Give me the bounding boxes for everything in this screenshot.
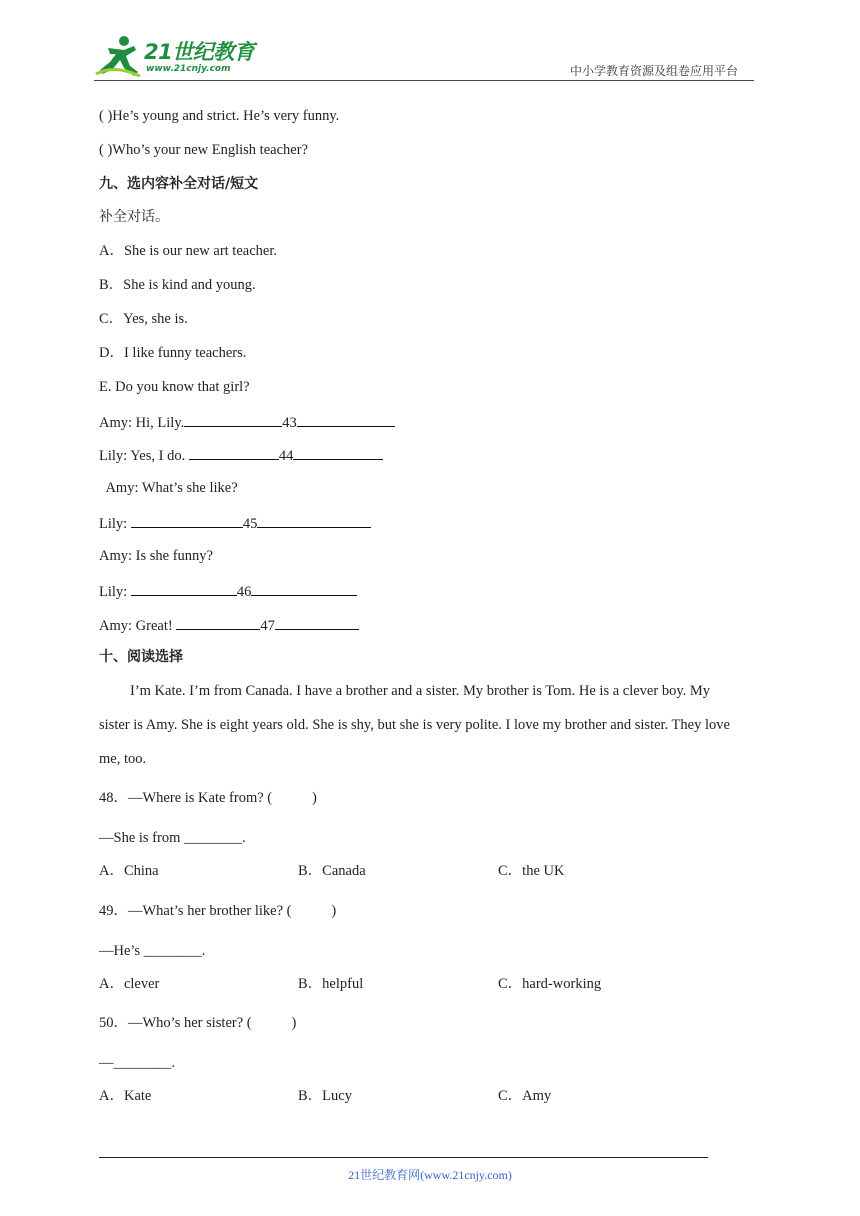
header-platform-text: 中小学教育资源及组卷应用平台 [570, 64, 739, 78]
answer-blank[interactable] [275, 615, 359, 630]
passage-line-3: me, too. [99, 751, 147, 767]
dialog-speaker-text: Amy: Hi, Lily. [99, 415, 185, 431]
answer-blank[interactable] [131, 581, 237, 596]
blank-number: 43 [282, 415, 297, 431]
runner-logo-icon [94, 34, 142, 78]
dialog-line-43 [99, 412, 395, 432]
footer-site-link[interactable]: 21世纪教育网(www.21cnjy.com) [348, 1168, 512, 1182]
footer-divider [99, 1157, 708, 1158]
site-logo [94, 34, 264, 80]
option-b: B．She is kind and young. [99, 277, 256, 293]
blank-number: 45 [242, 516, 258, 532]
logo-text: 21世纪教育 [144, 40, 255, 64]
dialog-line-45 [99, 513, 371, 533]
logo-subtext: www.21cnjy.com [146, 64, 231, 74]
dialog-speaker-text: Lily: [99, 516, 131, 532]
dialog-line-46 [99, 581, 357, 601]
dialog-line-47 [99, 615, 359, 635]
answer-blank[interactable] [189, 445, 279, 460]
q48-option-b[interactable]: B．Canada [298, 863, 366, 879]
question-49-answer: —He’s ________. [99, 943, 206, 959]
passage-line-2: sister is Amy. She is eight years old. She is shy, but she is very polite. I love my brother and sister. They love [99, 717, 730, 733]
question-48-answer: —She is from ________. [99, 830, 246, 846]
blank-number: 46 [236, 584, 252, 600]
dialog-speaker-text: Amy: Great! [99, 618, 177, 634]
q50-option-c[interactable]: C．Amy [498, 1088, 552, 1104]
q50-option-b[interactable]: B．Lucy [298, 1088, 352, 1104]
prev-line-2: ( )Who’s your new English teacher? [99, 142, 308, 158]
question-48: 48．—Where is Kate from? ( ) [99, 790, 317, 806]
dialog-speaker-text: Lily: Yes, I do. [99, 448, 189, 464]
blank-number: 44 [278, 448, 294, 464]
answer-blank[interactable] [184, 412, 282, 427]
dialog-line-44 [99, 445, 383, 465]
blank-number: 47 [260, 618, 275, 634]
q49-option-a[interactable]: A．clever [99, 976, 160, 992]
q49-option-c[interactable]: C．hard-working [498, 976, 602, 992]
option-d: D．I like funny teachers. [99, 345, 247, 361]
section-9-instruction: 补全对话。 [99, 209, 169, 225]
q50-option-a[interactable]: A．Kate [99, 1088, 152, 1104]
prev-line-1: ( )He’s young and strict. He’s very funny. [99, 108, 340, 124]
section-9-title: 九、选内容补全对话/短文 [99, 176, 259, 192]
answer-blank[interactable] [293, 445, 383, 460]
dialog-line-funny: Amy: Is she funny? [99, 548, 213, 564]
answer-blank[interactable] [176, 615, 260, 630]
answer-blank[interactable] [251, 581, 357, 596]
q49-option-b[interactable]: B．helpful [298, 976, 364, 992]
answer-blank[interactable] [297, 412, 395, 427]
question-50-answer: —________. [99, 1055, 176, 1071]
option-e: E. Do you know that girl? [99, 379, 250, 395]
answer-blank[interactable] [257, 513, 371, 528]
q48-option-a[interactable]: A．China [99, 863, 159, 879]
dialog-line-question: Amy: What’s she like? [99, 480, 238, 496]
question-49: 49．—What’s her brother like? ( ) [99, 903, 337, 919]
header-divider [94, 80, 754, 81]
passage-line-1: I’m Kate. I’m from Canada. I have a brother and a sister. My brother is Tom. He is a clever boy. My [130, 683, 711, 699]
dialog-speaker-text: Lily: [99, 584, 131, 600]
q48-option-c[interactable]: C．the UK [498, 863, 565, 879]
question-50: 50．—Who’s her sister? ( ) [99, 1015, 297, 1031]
section-10-title: 十、阅读选择 [99, 649, 183, 665]
option-a: A．She is our new art teacher. [99, 243, 277, 259]
option-c: C．Yes, she is. [99, 311, 188, 327]
answer-blank[interactable] [131, 513, 243, 528]
